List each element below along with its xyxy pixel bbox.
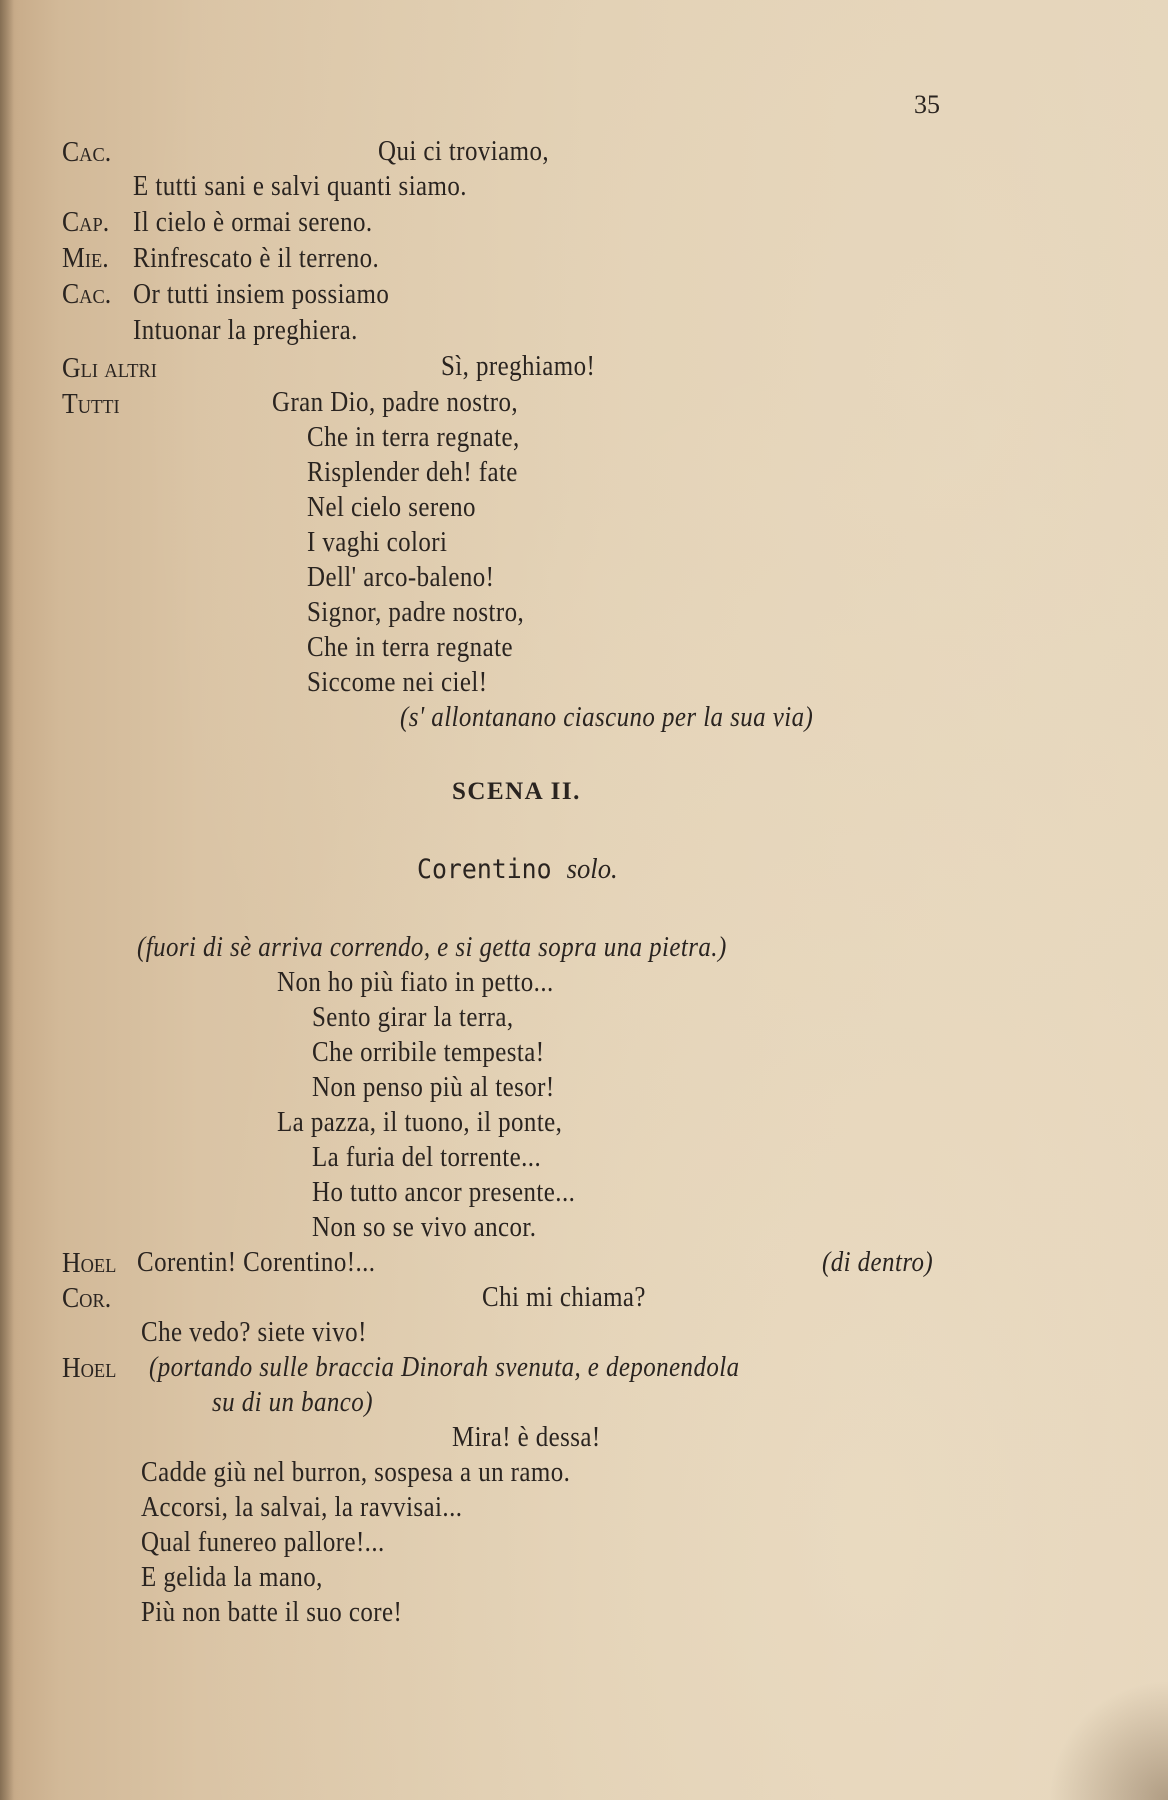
scene-character-note: solo. bbox=[566, 853, 618, 885]
verse-line: Corentin! Corentino!... bbox=[137, 1246, 376, 1278]
stage-direction: (s' allontanano ciascuno per la sua via) bbox=[400, 701, 814, 733]
verse-line: Accorsi, la salvai, la ravvisai... bbox=[141, 1491, 463, 1523]
verse-line: Risplender deh! fate bbox=[307, 456, 518, 488]
verse-line: I vaghi colori bbox=[307, 526, 448, 558]
scene-character: Corentino bbox=[417, 854, 552, 885]
verse-line: La furia del torrente... bbox=[312, 1141, 542, 1173]
verse-line: E tutti sani e salvi quanti siamo. bbox=[133, 170, 467, 202]
stage-direction: (fuori di sè arriva correndo, e si getta sopra una pietra.) bbox=[137, 931, 727, 963]
speaker-label: Cac. bbox=[62, 137, 112, 168]
stage-direction: (di dentro) bbox=[822, 1246, 934, 1278]
verse-line: Dell' arco-baleno! bbox=[307, 561, 495, 593]
speaker-label: Cac. bbox=[62, 279, 112, 310]
speaker-label: Tutti bbox=[62, 389, 120, 420]
verse-line: Più non batte il suo core! bbox=[141, 1596, 403, 1628]
verse-line: Qui ci troviamo, bbox=[378, 135, 550, 167]
verse-line: Nel cielo sereno bbox=[307, 491, 476, 523]
scene-character-line bbox=[417, 853, 618, 886]
speaker-label: Cor. bbox=[62, 1283, 112, 1314]
verse-line: Ho tutto ancor presente... bbox=[312, 1176, 576, 1208]
verse-line: Non so se vivo ancor. bbox=[312, 1211, 537, 1243]
verse-line: Mira! è dessa! bbox=[452, 1421, 601, 1453]
page-corner-shadow bbox=[1048, 1680, 1168, 1800]
verse-line: Sì, preghiamo! bbox=[441, 350, 596, 382]
page-binding-shadow bbox=[0, 0, 14, 1800]
verse-line: E gelida la mano, bbox=[141, 1561, 323, 1593]
scene-heading: SCENA II. bbox=[452, 778, 581, 805]
speaker-label: Cap. bbox=[62, 207, 110, 238]
verse-line: Che vedo? siete vivo! bbox=[141, 1316, 367, 1348]
stage-direction: su di un banco) bbox=[212, 1386, 373, 1418]
verse-line: Non penso più al tesor! bbox=[312, 1071, 555, 1103]
speaker-label: Gli altri bbox=[62, 353, 157, 384]
verse-line: Qual funereo pallore!... bbox=[141, 1526, 385, 1558]
page-number: 35 bbox=[914, 90, 940, 119]
verse-line: Gran Dio, padre nostro, bbox=[272, 386, 519, 418]
speaker-label: Hoel bbox=[62, 1353, 117, 1384]
verse-line: Signor, padre nostro, bbox=[307, 596, 525, 628]
verse-line: Che orribile tempesta! bbox=[312, 1036, 545, 1068]
verse-line: Cadde giù nel burron, sospesa a un ramo. bbox=[141, 1456, 571, 1488]
verse-line: Rinfrescato è il terreno. bbox=[133, 242, 380, 274]
verse-line: Intuonar la preghiera. bbox=[133, 314, 358, 346]
speaker-label: Hoel bbox=[62, 1248, 117, 1279]
verse-line: Il cielo è ormai sereno. bbox=[133, 206, 373, 238]
verse-line: Or tutti insiem possiamo bbox=[133, 278, 390, 310]
verse-line: Che in terra regnate, bbox=[307, 421, 520, 453]
verse-line: La pazza, il tuono, il ponte, bbox=[277, 1106, 563, 1138]
speaker-label: Mie. bbox=[62, 243, 109, 274]
verse-line: Siccome nei ciel! bbox=[307, 666, 488, 698]
verse-line: Non ho più fiato in petto... bbox=[277, 966, 554, 998]
stage-direction: (portando sulle braccia Dinorah svenuta, e deponendola bbox=[149, 1351, 740, 1383]
verse-line: Chi mi chiama? bbox=[482, 1281, 646, 1313]
verse-line: Che in terra regnate bbox=[307, 631, 513, 663]
verse-line: Sento girar la terra, bbox=[312, 1001, 514, 1033]
